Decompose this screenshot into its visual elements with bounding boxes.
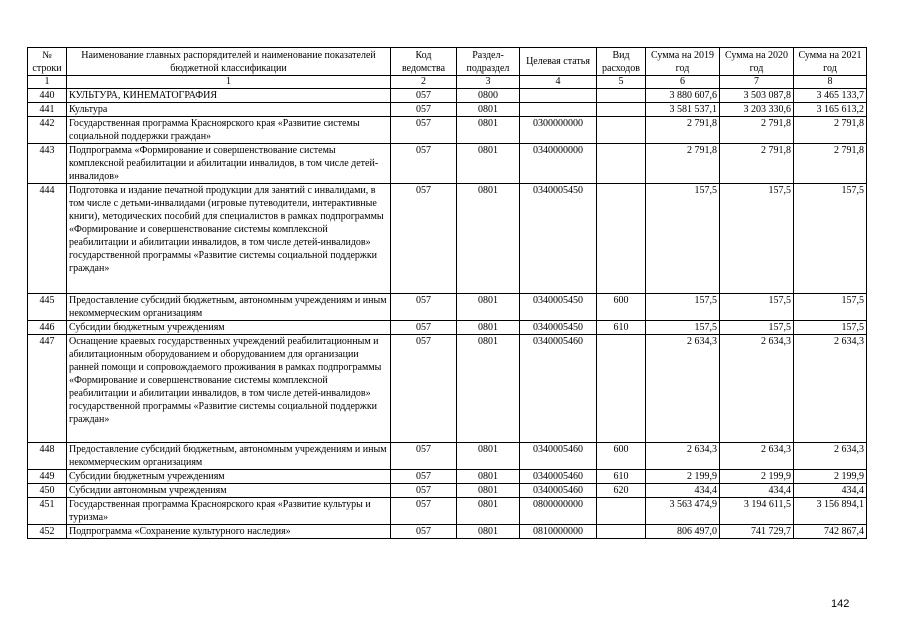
cell-dept: 057: [391, 117, 457, 144]
table-row: [28, 525, 867, 539]
cell-dept: 057: [391, 103, 457, 117]
cell-num: 445: [28, 294, 67, 321]
cell-name: Культура: [67, 103, 391, 117]
cell-name: Подпрограмма «Формирование и совершенствование системы комплексной реабилитации и абилитации инвалидов, в том числе детей-инвалидов»: [67, 144, 391, 184]
col-number: 5: [597, 76, 646, 89]
header-sum-2020: Сумма на 2020 год: [720, 48, 794, 76]
cell-s2019: 3 880 607,6: [646, 89, 720, 103]
cell-s2019: 3 563 474,9: [646, 498, 720, 525]
cell-num: 440: [28, 89, 67, 103]
table-row: [28, 144, 867, 184]
cell-num: 446: [28, 321, 67, 335]
cell-kind: [597, 335, 646, 443]
cell-section: 0801: [457, 443, 520, 470]
cell-s2019: 2 791,8: [646, 144, 720, 184]
cell-dept: 057: [391, 184, 457, 294]
cell-name: Субсидии автономным учреждениям: [67, 484, 391, 498]
table-row: [28, 321, 867, 335]
cell-num: 452: [28, 525, 67, 539]
cell-s2021: 157,5: [794, 184, 867, 294]
column-numbers-row: [28, 76, 867, 89]
cell-s2019: 3 581 537,1: [646, 103, 720, 117]
page-number: 142: [831, 598, 850, 610]
cell-s2019: 2 791,8: [646, 117, 720, 144]
col-number: 1: [28, 76, 67, 89]
cell-target: 0340005460: [520, 470, 597, 484]
cell-kind: [597, 498, 646, 525]
cell-name: Предоставление субсидий бюджетным, автономным учреждениям и иным некоммерческим организациям: [67, 294, 391, 321]
cell-kind: [597, 525, 646, 539]
cell-dept: 057: [391, 144, 457, 184]
cell-name: Государственная программа Красноярского края «Развитие системы социальной поддержки граждан»: [67, 117, 391, 144]
cell-num: 444: [28, 184, 67, 294]
col-number: 8: [794, 76, 867, 89]
cell-section: 0801: [457, 525, 520, 539]
cell-target: 0340005450: [520, 184, 597, 294]
cell-num: 447: [28, 335, 67, 443]
cell-name: Подготовка и издание печатной продукции для занятий с инвалидами, в том числе с детьми-инвалидами (игровые путеводители, интерактивные книги), методических пособий для специалистов в рамках подпрограммы «Формирование и совершенствование системы комплексной реабилитации и абилитации инвалидов, в том числе детей-инвалидов» государственной программы «Развитие системы социальной поддержки граждан»: [67, 184, 391, 294]
cell-kind: [597, 144, 646, 184]
table-row: [28, 498, 867, 525]
cell-s2020: 434,4: [720, 484, 794, 498]
table-row: [28, 89, 867, 103]
cell-section: 0801: [457, 184, 520, 294]
cell-num: 448: [28, 443, 67, 470]
cell-s2020: 2 634,3: [720, 443, 794, 470]
cell-s2019: 2 634,3: [646, 443, 720, 470]
cell-dept: 057: [391, 498, 457, 525]
cell-target: 0300000000: [520, 117, 597, 144]
cell-s2020: 2 791,8: [720, 144, 794, 184]
cell-kind: [597, 184, 646, 294]
cell-num: 442: [28, 117, 67, 144]
cell-section: 0801: [457, 103, 520, 117]
budget-table: [27, 47, 867, 539]
col-number: 6: [646, 76, 720, 89]
cell-s2020: 3 194 611,5: [720, 498, 794, 525]
header-row: [28, 48, 867, 76]
cell-s2019: 2 199,9: [646, 470, 720, 484]
cell-num: 450: [28, 484, 67, 498]
cell-dept: 057: [391, 484, 457, 498]
cell-num: 449: [28, 470, 67, 484]
col-number: 7: [720, 76, 794, 89]
cell-s2021: 742 867,4: [794, 525, 867, 539]
cell-section: 0801: [457, 484, 520, 498]
cell-target: 0340005450: [520, 294, 597, 321]
cell-dept: 057: [391, 321, 457, 335]
cell-s2020: 157,5: [720, 321, 794, 335]
cell-s2021: 157,5: [794, 321, 867, 335]
cell-name: Субсидии бюджетным учреждениям: [67, 470, 391, 484]
cell-s2019: 806 497,0: [646, 525, 720, 539]
cell-kind: 600: [597, 294, 646, 321]
cell-num: 441: [28, 103, 67, 117]
header-num: № строки: [28, 48, 67, 76]
cell-target: 0340005460: [520, 443, 597, 470]
cell-dept: 057: [391, 294, 457, 321]
col-number: 2: [391, 76, 457, 89]
cell-s2021: 434,4: [794, 484, 867, 498]
table-row: [28, 484, 867, 498]
header-sum-2019: Сумма на 2019 год: [646, 48, 720, 76]
cell-num: 443: [28, 144, 67, 184]
cell-target: 0340005450: [520, 321, 597, 335]
cell-s2020: 2 791,8: [720, 117, 794, 144]
cell-s2021: 2 791,8: [794, 117, 867, 144]
cell-target: 0340005460: [520, 484, 597, 498]
cell-s2021: 3 465 133,7: [794, 89, 867, 103]
cell-section: 0801: [457, 335, 520, 443]
cell-dept: 057: [391, 335, 457, 443]
col-number: 1: [67, 76, 391, 89]
cell-s2020: 741 729,7: [720, 525, 794, 539]
cell-s2019: 157,5: [646, 184, 720, 294]
cell-s2019: 157,5: [646, 294, 720, 321]
table-row: [28, 117, 867, 144]
cell-name: Предоставление субсидий бюджетным, автономным учреждениям и иным некоммерческим организациям: [67, 443, 391, 470]
cell-s2019: 434,4: [646, 484, 720, 498]
cell-s2020: 3 503 087,8: [720, 89, 794, 103]
cell-s2020: 2 199,9: [720, 470, 794, 484]
cell-kind: [597, 103, 646, 117]
cell-section: 0801: [457, 144, 520, 184]
cell-name: Субсидии бюджетным учреждениям: [67, 321, 391, 335]
cell-s2021: 3 165 613,2: [794, 103, 867, 117]
cell-kind: [597, 89, 646, 103]
cell-s2020: 2 634,3: [720, 335, 794, 443]
col-number: 3: [457, 76, 520, 89]
table-row: [28, 103, 867, 117]
cell-s2021: 2 199,9: [794, 470, 867, 484]
cell-target: [520, 103, 597, 117]
cell-section: 0801: [457, 294, 520, 321]
cell-dept: 057: [391, 470, 457, 484]
table-row: [28, 335, 867, 443]
cell-s2019: 2 634,3: [646, 335, 720, 443]
cell-target: 0810000000: [520, 525, 597, 539]
cell-section: 0801: [457, 498, 520, 525]
cell-section: 0800: [457, 89, 520, 103]
header-dept: Код ведомства: [391, 48, 457, 76]
cell-section: 0801: [457, 470, 520, 484]
cell-s2020: 157,5: [720, 184, 794, 294]
table-row: [28, 294, 867, 321]
cell-section: 0801: [457, 321, 520, 335]
cell-name: КУЛЬТУРА, КИНЕМАТОГРАФИЯ: [67, 89, 391, 103]
cell-num: 451: [28, 498, 67, 525]
cell-target: 0800000000: [520, 498, 597, 525]
cell-s2019: 157,5: [646, 321, 720, 335]
cell-s2021: 2 791,8: [794, 144, 867, 184]
header-target: Целевая статья: [520, 48, 597, 76]
cell-kind: 620: [597, 484, 646, 498]
cell-kind: 610: [597, 321, 646, 335]
cell-s2021: 2 634,3: [794, 443, 867, 470]
cell-dept: 057: [391, 443, 457, 470]
cell-s2020: 157,5: [720, 294, 794, 321]
cell-dept: 057: [391, 525, 457, 539]
cell-name: Подпрограмма «Сохранение культурного наследия»: [67, 525, 391, 539]
cell-s2021: 3 156 894,1: [794, 498, 867, 525]
cell-kind: [597, 117, 646, 144]
cell-section: 0801: [457, 117, 520, 144]
col-number: 4: [520, 76, 597, 89]
cell-s2021: 157,5: [794, 294, 867, 321]
cell-target: 0340005460: [520, 335, 597, 443]
cell-target: [520, 89, 597, 103]
cell-s2020: 3 203 330,6: [720, 103, 794, 117]
header-sum-2021: Сумма на 2021 год: [794, 48, 867, 76]
header-section: Раздел-подраздел: [457, 48, 520, 76]
cell-kind: 610: [597, 470, 646, 484]
table-row: [28, 443, 867, 470]
header-name: Наименование главных распорядителей и наименование показателей бюджетной классификации: [67, 48, 391, 76]
header-kind: Вид расходов: [597, 48, 646, 76]
cell-s2021: 2 634,3: [794, 335, 867, 443]
cell-name: Государственная программа Красноярского края «Развитие культуры и туризма»: [67, 498, 391, 525]
table-row: [28, 184, 867, 294]
cell-target: 0340000000: [520, 144, 597, 184]
cell-name: Оснащение краевых государственных учреждений реабилитационным и абилитационным оборудованием и оборудованием для организации ранней помощи и сопровождаемого проживания в рамках подпрограммы «Формирование и совершенствование системы комплексной реабилитации и абилитации инвалидов, в том числе детей-инвалидов» государственной программы «Развитие системы социальной поддержки граждан»: [67, 335, 391, 443]
cell-dept: 057: [391, 89, 457, 103]
table-row: [28, 470, 867, 484]
cell-kind: 600: [597, 443, 646, 470]
